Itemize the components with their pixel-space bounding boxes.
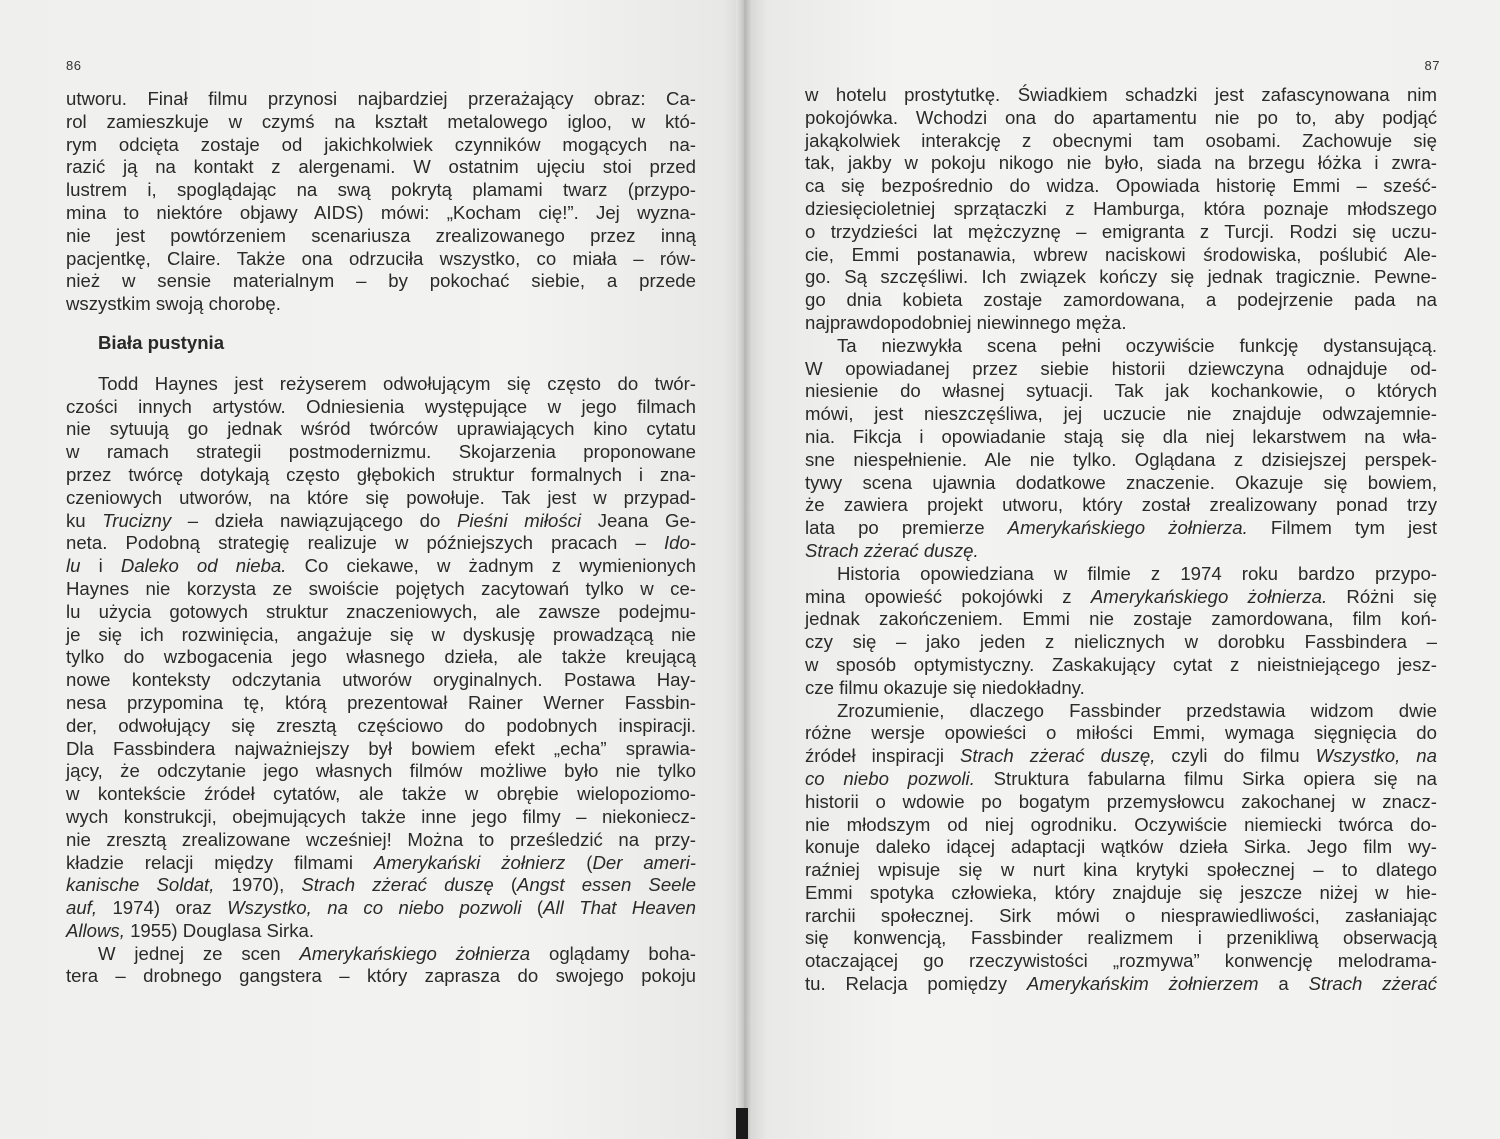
text-line: jakąkolwiek interakcję z obecnymi tam osobami. Zachowuje się	[805, 129, 1437, 151]
text-line: wszystkim swoją chorobę.	[66, 293, 281, 315]
text-line: w hotelu prostytutkę. Świadkiem schadzki jest zafascynowana nim	[805, 84, 1437, 105]
film-title: Strach zżerać	[1308, 973, 1437, 995]
text-line: go dnia kobieta zostaje zamordowana, a podejrzenie pada na	[805, 289, 1437, 311]
text-line: go. Są szczęśliwi. Ich związek kończy się jednak tragicznie. Pewne-	[805, 266, 1437, 288]
text-line: mina to niektóre objawy AIDS) mówi: „Kocham cię!”. Jej wyzna-	[66, 201, 696, 223]
text-line: dziesięcioletniej sprzątaczki z Hamburga, która poznaje młodszego	[805, 197, 1437, 219]
text-line: nesa przypomina tę, którą prezentował Rainer Werner Fassbin-	[66, 691, 696, 713]
text-line: lustrem i, spoglądając na swą pokrytą plamami twarz (przypo-	[66, 179, 696, 201]
book-spine	[736, 0, 752, 1139]
paragraph	[66, 373, 696, 943]
film-title: Daleko od nieba.	[120, 555, 287, 577]
film-title: lu	[66, 555, 81, 577]
text-line: o trzydzieści lat mężczyznę – emigranta z Turcji. Rodzi się uczu-	[805, 220, 1437, 242]
text-line: niesienie do własnej sytuacji. Tak jak kochankowie, o których	[805, 380, 1437, 402]
text-line: tylko do wzbogacenia jego własnego dzieła, ale także kreującą	[66, 646, 696, 668]
film-title: Angst essen Seele	[517, 874, 696, 896]
film-title: Strach zżerać duszę	[301, 874, 494, 896]
film-title: Amerykańskiego żołnierza.	[1007, 517, 1248, 539]
text-line: przez twórcę dotykają często głębokich struktur formalnych i zna-	[66, 463, 696, 485]
paragraph	[805, 700, 1437, 996]
film-title: Ido-	[663, 532, 696, 554]
text-line: rol zamieszkuje w czymś na kształt metalowego igloo, w któ-	[66, 110, 696, 132]
text-line: tywy scena ujawnia dodatkowe znaczenie. Okazuje się bowiem,	[805, 471, 1437, 493]
text-line: nie jest powtórzeniem scenariusza zrealizowanego przez inną	[66, 224, 696, 246]
text-line: tu. Relacja pomiędzy Amerykańskim żołnierzem a Strach zżerać	[805, 973, 1437, 995]
text-line: Emmi spotyka człowieka, który znajduje się jeszcze niżej w hie-	[805, 881, 1437, 903]
section-heading: Biała pustynia	[98, 331, 225, 353]
text-line: mina opowieść pokojówki z Amerykańskiego żołnierza. Różni się	[805, 585, 1437, 607]
film-title: Amerykańskim żołnierzem	[1026, 973, 1259, 995]
film-title: co niebo pozwoli.	[805, 767, 975, 789]
text-line: tak, jakby w pokoju nikogo nie było, siada na brzegu łóżka i zwra-	[805, 152, 1437, 174]
text-line: się konwencją, Fassbinder realizmem i przenikliwą obserwacją	[805, 927, 1437, 949]
film-title: Trucizny	[102, 509, 172, 531]
text-line: w ramach strategii postmodernizmu. Skojarzenia proponowane	[66, 441, 696, 463]
text-line: konuje daleko idącej adaptacji wątków dzieła Sirka. Jego film wy-	[805, 836, 1437, 858]
right-page-body	[805, 84, 1437, 996]
text-line: że zawiera projekt utworu, który został zrealizowany ponad trzy	[805, 494, 1437, 516]
text-line	[805, 540, 1437, 563]
text-line: historii o wdowie po bogatym przemysłowcu zakochanej w znacz-	[805, 790, 1437, 812]
film-title: Der ameri-	[592, 851, 697, 873]
film-title: Pieśni miłości	[456, 509, 582, 531]
film-title: Wszystko, na co niebo pozwoli	[227, 897, 522, 919]
text-line: w kontekście źródeł cytatów, ale także w obrębie wielopoziomo-	[66, 783, 696, 805]
text-line: nie młodszym od niej ogrodniku. Oczywiście niemiecki twórca do-	[805, 813, 1437, 835]
text-line: nie sytuują go jednak wśród twórców uprawiających kino cytatu	[66, 418, 696, 440]
text-line: nia. Fikcja i opowiadanie stają się dla niej lekarstwem na wła-	[805, 425, 1437, 447]
text-line: ku Trucizny – dzieła nawiązującego do Pieśni miłości Jeana Ge-	[66, 509, 697, 531]
text-line: lata po premierze Amerykańskiego żołnierza. Filmem tym jest	[805, 517, 1437, 539]
film-title: Amerykańskiego żołnierza	[299, 942, 531, 964]
text-line: Todd Haynes jest reżyserem odwołującym się często do twór-	[98, 372, 696, 394]
text-line: nie zresztą zrealizowane wcześniej! Można to prześledzić na przy-	[66, 828, 696, 850]
text-line: lu i Daleko od nieba. Co ciekawe, w żadnym z wymienionych	[66, 555, 696, 577]
text-line: pokojówka. Wchodzi ona do apartamentu nie po to, aby podjąć	[805, 106, 1437, 128]
film-title: Strach zżerać duszę.	[805, 539, 979, 561]
text-line: je się ich rozwinięcia, angażuje się w dyskusję prowadzącą nie	[66, 623, 696, 645]
text-line: Haynes nie korzysta ze swoiście pojętych zacytowań tylko w ce-	[66, 577, 696, 599]
text-line: jednak zakończeniem. Emmi nie zostaje zamordowana, film koń-	[805, 608, 1437, 630]
film-title: Allows,	[66, 919, 125, 941]
text-line: W jednej ze scen Amerykańskiego żołnierza oglądamy boha-	[98, 942, 696, 964]
text-line: Zrozumienie, dlaczego Fassbinder przedstawia widzom dwie	[837, 699, 1437, 721]
text-line: Ta niezwykła scena pełni oczywiście funkcję dystansującą.	[837, 334, 1437, 356]
text-line: ca się bezpośrednio do widza. Opowiada historię Emmi – sześć-	[805, 175, 1437, 197]
film-title: Strach zżerać duszę,	[960, 745, 1156, 767]
text-line: nowe konteksty odczytania utworów oryginalnych. Postawa Hay-	[66, 669, 696, 691]
text-line: różne wersje opowieści o miłości Emmi, wymaga sięgnięcia do	[805, 722, 1437, 744]
paragraph	[66, 88, 696, 316]
text-line: lu użycia gotowych struktur znaczeniowych, ale zawsze podejmu-	[66, 600, 696, 622]
film-title: kanische Soldat,	[66, 874, 215, 896]
text-line: cze filmu okazuje się niedokładny.	[805, 676, 1085, 698]
paragraph	[805, 84, 1437, 335]
right-page	[745, 0, 1500, 1139]
text-line: w sposób optymistyczny. Zaskakujący cytat z nieistniejącego jesz-	[805, 653, 1437, 675]
paragraph	[66, 943, 696, 989]
text-line: raźniej wpisuje się w nurt kina krytyki społecznej – to dlatego	[805, 859, 1437, 881]
text-line: neta. Podobną strategię realizuje w późniejszych pracach – Ido-	[66, 532, 696, 554]
film-title: Amerykańskiego żołnierza.	[1090, 585, 1328, 607]
text-line: sne niespełnienie. Ale nie tylko. Oglądana z dzisiejszej perspek-	[805, 448, 1437, 470]
text-line: rym odcięta zostaje od jakichkolwiek czynników mogących na-	[66, 133, 696, 155]
text-line: otaczającej go rzeczywistości „rozmywa” konwencję melodrama-	[805, 950, 1437, 972]
text-line: czości innych artystów. Odniesienia występujące w jego filmach	[66, 395, 696, 417]
text-line: wych konstrukcji, obejmujących także inne jego filmy – niekoniecz-	[66, 805, 696, 827]
text-line: auf, 1974) oraz Wszystko, na co niebo pozwoli (All That Heaven	[66, 897, 696, 919]
text-line: utworu. Finał filmu przynosi najbardziej przerażający obraz: Ca-	[66, 88, 696, 109]
text-line: tera – drobnego gangstera – który zaprasza do swojego pokoju	[66, 965, 696, 987]
text-line: Historia opowiedziana w filmie z 1974 roku bardzo przypo-	[837, 562, 1437, 584]
text-line: czeniowych utworów, na które się powołuje. Tak jest w przypad-	[66, 486, 696, 508]
text-line: co niebo pozwoli. Struktura fabularna filmu Sirka opiera się na	[805, 767, 1438, 789]
text-line: pacjentkę, Claire. Także ona odrzuciła wszystko, co miała – rów-	[66, 247, 696, 269]
text-line: Dla Fassbindera najważniejszy był bowiem efekt „echa” sprawia-	[66, 737, 696, 759]
text-line: Allows, 1955) Douglasa Sirka.	[66, 919, 315, 941]
text-line: źródeł inspiracji Strach zżerać duszę, czyli do filmu Wszystko, na	[805, 745, 1437, 767]
text-line: kanische Soldat, 1970), Strach zżerać duszę (Angst essen Seele	[66, 874, 696, 896]
film-title: auf,	[66, 897, 98, 919]
spine-shadow	[736, 1108, 748, 1139]
paragraph	[805, 335, 1437, 563]
paragraph	[805, 563, 1437, 700]
page-number-left: 86	[66, 58, 82, 73]
text-line: nież w sensie materialnym – by pokochać siebie, a przede	[66, 270, 696, 292]
text-line: kładzie relacji między filmami Amerykański żołnierz (Der ameri-	[66, 851, 697, 873]
text-line: W opowiadanej przez siebie historii dziewczyna odnajduje od-	[805, 357, 1437, 379]
film-title: All That Heaven	[543, 897, 696, 919]
left-page	[0, 0, 745, 1139]
text-line: cie, Emmi postanawia, wbrew naciskowi środowiska, poślubić Ale-	[805, 243, 1437, 265]
text-line: najprawdopodobniej niewinnego męża.	[805, 311, 1127, 333]
text-line: czy się – jako jeden z nielicznych w dorobku Fassbindera –	[805, 631, 1437, 653]
page-number-right: 87	[1424, 58, 1440, 73]
left-page-body	[66, 88, 696, 988]
text-line: razić ją na kontakt z alergenami. W ostatnim ujęciu stoi przed	[66, 156, 696, 178]
text-line: jący, że odczytanie jego własnych filmów możliwe było nie tylko	[66, 760, 696, 782]
film-title: Wszystko, na	[1315, 745, 1437, 767]
film-title: Amerykański żołnierz	[373, 851, 566, 873]
text-line: rarchii społecznej. Sirk mówi o niesprawiedliwości, zasłaniając	[805, 904, 1437, 926]
text-line: der, odwołujący się zresztą częściowo do podobnych inspiracji.	[66, 714, 696, 736]
text-line: mówi, jest nieszczęśliwa, jej uczucie nie znajduje odwzajemnie-	[805, 403, 1437, 425]
